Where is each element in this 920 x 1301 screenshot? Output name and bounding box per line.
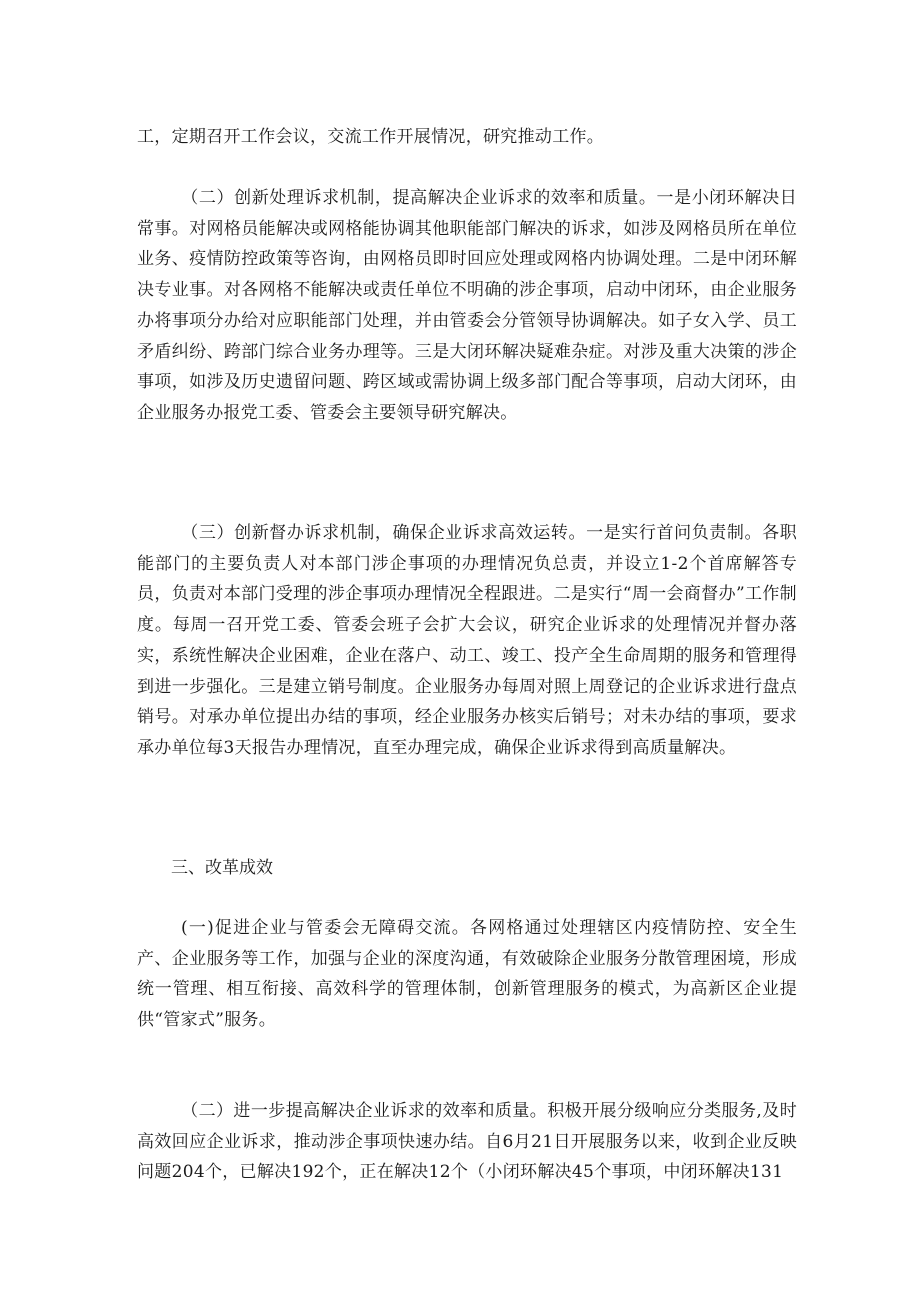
section-heading-results: 三、改革成效 <box>171 858 273 878</box>
paragraph-handling-mechanism: （二）创新处理诉求机制，提高解决企业诉求的效率和质量。一是小闭环解决日常事。对网格员能解决或网格能协调其他职能部门解决的诉求，如涉及网格员所在单位业务、疫情防控政策等咨询，由网格员即时回应处理或网格内协调处理。二是中闭环解决专业事。对各网格不能解决或责任单位不明确的涉企事项，启动中闭环，由企业服务办将事项分办给对应职能部门处理，并由管委会分管领导协调解决。如子女入学、员工矛盾纠纷、跨部门综合业务办理等。三是大闭环解决疑难杂症。对涉及重大决策的涉企事项，如涉及历史遗留问题、跨区域或需协调上级多部门配合等事项，启动大闭环，由企业服务办报党工委、管委会主要领导研究解决。 <box>137 188 797 423</box>
paragraph-results-communication: (一)促进企业与管委会无障碍交流。各网格通过处理辖区内疫情防控、安全生产、企业服务等工作，加强与企业的深度沟通，有效破除企业服务分散管理困境，形成统一管理、相互衔接、高效科学的管理体制，创新管理服务的模式，为高新区企业提供“管家式”服务。 <box>137 918 797 1031</box>
paragraph-continuation: 工，定期召开工作会议，交流工作开展情况，研究推动工作。 <box>137 127 605 147</box>
paragraph-supervision-mechanism: （三）创新督办诉求机制，确保企业诉求高效运转。一是实行首问负责制。各职能部门的主要负责人对本部门涉企事项的办理情况负总责，并设立1-2个首席解答专员，负责对本部门受理的涉企事项办理情况全程跟进。二是实行“周一会商督办”工作制度。每周一召开党工委、管委会班子会扩大会议，研究企业诉求的处理情况并督办落实，系统性解决企业困难，企业在落户、动工、竣工、投产全生命周期的服务和管理得到进一步强化。三是建立销号制度。企业服务办每周对照上周登记的企业诉求进行盘点销号。对承办单位提出办结的事项，经企业服务办核实后销号；对未办结的事项，要求承办单位每3天报告办理情况，直至办理完成，确保企业诉求得到高质量解决。 <box>137 523 797 758</box>
paragraph-results-efficiency: （二）进一步提高解决企业诉求的效率和质量。积极开展分级响应分类服务,及时高效回应企业诉求，推动涉企事项快速办结。自6月21日开展服务以来，收到企业反映问题204个，已解决192个，正在解决12个（小闭环解决45个事项，中闭环解决131 <box>137 1101 797 1183</box>
